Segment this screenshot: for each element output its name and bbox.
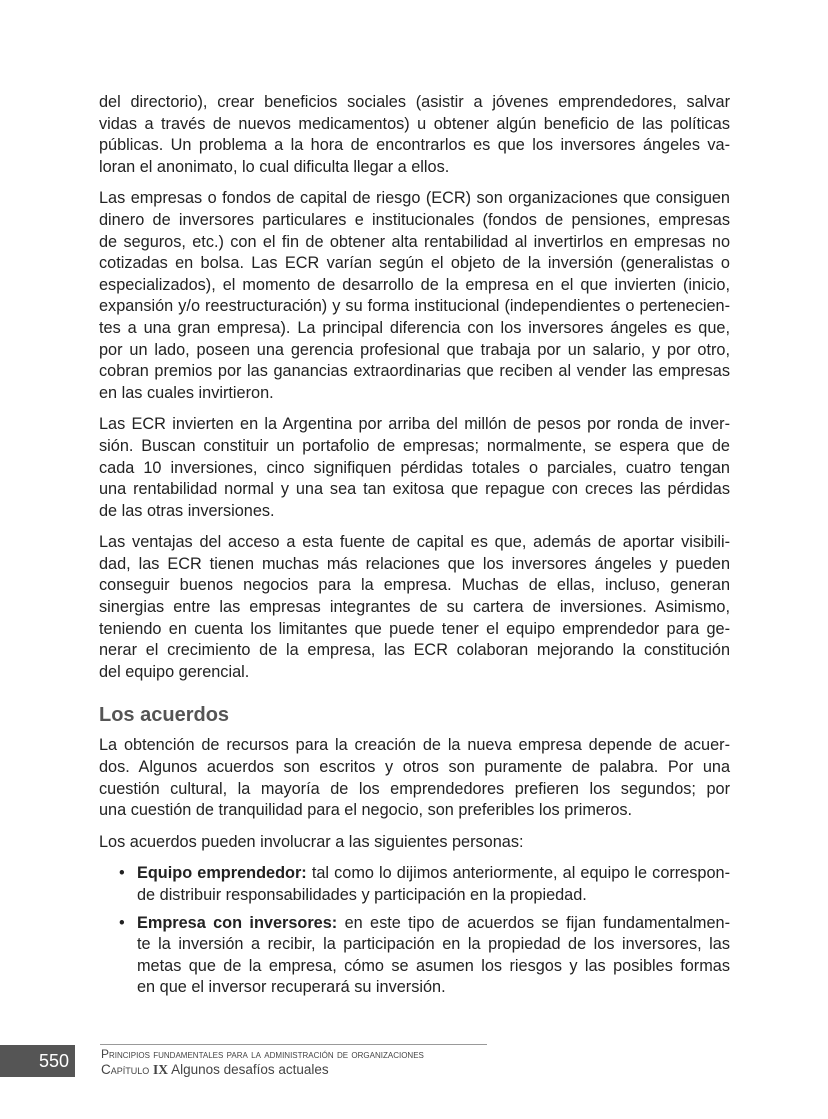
text-line: La obtención de recursos para la creación de la nueva empresa depende de acuer-	[99, 736, 730, 755]
text-line: del directorio), crear beneficios sociales (asistir a jóvenes emprendedores, salvar	[99, 93, 730, 111]
text-line: cobran premios por las ganancias extraordinarias que reciben al vender las empresas	[99, 362, 730, 381]
body-paragraphs-bottom	[99, 735, 730, 853]
body-paragraphs-top	[99, 92, 730, 683]
text-line: loran el anonimato, lo cual dificulta llegar a ellos.	[99, 157, 450, 176]
text-line: teniendo en cuenta los limitantes que puede tener el equipo emprendedor para ge-	[99, 619, 730, 638]
bullet-term: Empresa con inversores:	[137, 913, 338, 932]
bullet-item	[99, 863, 730, 906]
text-line	[137, 863, 730, 885]
text-line: Las ventajas del acceso a esta fuente de capital es que, además de aportar visibili-	[99, 533, 730, 552]
text-line: cada 10 inversiones, cinco signifiquen pérdidas totales o parciales, cuatro tengan	[99, 458, 730, 477]
chapter-title: Algunos desafíos actuales	[171, 1062, 329, 1077]
text-line: expansión y/o reestructuración) y su forma institucional (independientes o pertenecien-	[99, 297, 730, 316]
footer-divider	[100, 1044, 487, 1045]
running-footer	[101, 1046, 424, 1078]
chapter-number: IX	[153, 1062, 169, 1077]
chapter-line	[101, 1062, 424, 1078]
text-line: Las ECR invierten en la Argentina por arriba del millón de pesos por ronda de inver-	[99, 415, 730, 434]
text-line: del equipo gerencial.	[99, 662, 250, 681]
section-heading: Los acuerdos	[99, 704, 230, 727]
bullet-term: Equipo emprendedor:	[137, 864, 307, 883]
bullet-list	[99, 863, 730, 999]
text-line: cotizadas en bolsa. Las ECR varían según el objeto de la inversión (generalistas o	[99, 254, 730, 273]
book-title: Principios fundamentales para la administración de organizaciones	[101, 1047, 424, 1061]
text-line: nerar el crecimiento de la empresa, las ECR colaboran mejorando la constitución	[99, 641, 730, 660]
bullet-icon: •	[119, 913, 125, 932]
bullet-item	[99, 913, 730, 999]
bullet-text: en este tipo de acuerdos se fijan fundamentalmen-	[337, 913, 730, 932]
text-line: sinergias entre las empresas integrantes de su cartera de inversiones. Asimismo,	[99, 598, 730, 617]
text-line: una rentabilidad normal y una sea tan exitosa que repague con creces las pérdidas	[99, 480, 730, 499]
bullet-icon: •	[119, 864, 125, 883]
text-line: en que el inversor recuperará su inversión.	[137, 978, 446, 997]
paragraph	[99, 188, 730, 404]
text-line: dos. Algunos acuerdos son escritos y otros son puramente de palabra. Por una	[99, 758, 730, 777]
text-line: sión. Buscan constituir un portafolio de empresas; normalmente, se espera que de	[99, 436, 730, 455]
text-line: una cuestión de tranquilidad para el negocio, son preferibles los primeros.	[99, 801, 633, 820]
paragraph	[99, 735, 730, 821]
text-line	[137, 913, 730, 935]
text-line: metas que de la empresa, cómo se asumen los riesgos y las posibles formas	[137, 956, 730, 975]
text-line: dinero de inversores particulares e institucionales (fondos de pensiones, empresas	[99, 210, 730, 229]
text-line: dad, las ECR tienen muchas más relaciones que los inversores ángeles y pueden	[99, 554, 730, 573]
paragraph	[99, 532, 730, 683]
page-number: 550	[0, 1045, 75, 1077]
text-line: te la inversión a recibir, la participación en la propiedad de los inversores, las	[137, 935, 730, 954]
text-line: Los acuerdos pueden involucrar a las siguientes personas:	[99, 832, 524, 851]
text-line: Las empresas o fondos de capital de riesgo (ECR) son organizaciones que consiguen	[99, 189, 730, 208]
page-body	[99, 92, 730, 1005]
chapter-label: Capítulo	[101, 1062, 150, 1077]
paragraph	[99, 832, 730, 854]
text-line: tes a una gran empresa). La principal diferencia con los inversores ángeles es que,	[99, 318, 730, 337]
text-line: de las otras inversiones.	[99, 501, 275, 520]
bullet-text: tal como lo dijimos anteriormente, al equipo le correspon-	[306, 864, 730, 883]
text-line: vidas a través de nuevos medicamentos) u obtener algún beneficio de las políticas	[99, 114, 730, 133]
text-line: en las cuales invirtieron.	[99, 383, 274, 402]
text-line: públicas. Un problema a la hora de encontrarlos es que los inversores ángeles va-	[99, 136, 730, 155]
text-line: de distribuir responsabilidades y participación en la propiedad.	[137, 886, 587, 904]
paragraph	[99, 414, 730, 522]
paragraph	[99, 92, 730, 178]
text-line: conseguir buenos negocios para la empresa. Muchas de ellas, incluso, generan	[99, 576, 730, 595]
text-line: por un lado, poseen una gerencia profesional que trabaja por un salario, y por otro,	[99, 340, 730, 359]
text-line: especializados), el momento de desarrollo de la empresa en el que invierten (inicio,	[99, 275, 730, 294]
text-line: de seguros, etc.) con el fin de obtener alta rentabilidad al invertirlos en empresas no	[99, 232, 730, 251]
text-line: cuestión cultural, la mayoría de los emprendedores prefieren los segundos; por	[99, 779, 730, 798]
